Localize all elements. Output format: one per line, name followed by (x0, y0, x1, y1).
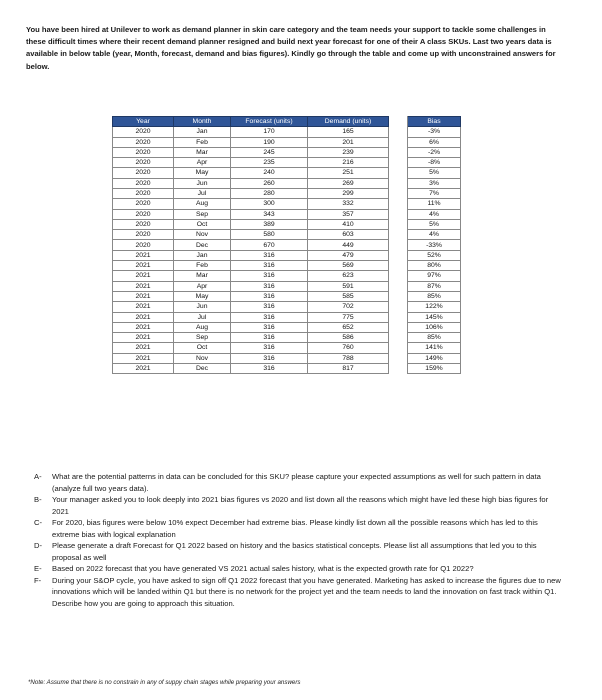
cell-demand: 332 (308, 199, 389, 209)
cell-bias: 87% (408, 281, 461, 291)
column-gap (389, 281, 408, 291)
cell-year: 2021 (113, 302, 174, 312)
cell-forecast: 580 (231, 230, 308, 240)
table-row (113, 271, 461, 281)
cell-forecast: 316 (231, 271, 308, 281)
cell-demand: 585 (308, 291, 389, 301)
cell-month: May (174, 291, 231, 301)
cell-year: 2020 (113, 178, 174, 188)
column-gap (389, 219, 408, 229)
table-row (113, 302, 461, 312)
table-row (113, 343, 461, 353)
cell-bias: 149% (408, 353, 461, 363)
cell-month: Mar (174, 147, 231, 157)
cell-year: 2021 (113, 261, 174, 271)
cell-bias: 5% (408, 219, 461, 229)
cell-demand: 775 (308, 312, 389, 322)
cell-forecast: 245 (231, 147, 308, 157)
cell-demand: 591 (308, 281, 389, 291)
table-row (113, 353, 461, 363)
cell-demand: 479 (308, 250, 389, 260)
cell-forecast: 316 (231, 353, 308, 363)
table-row (113, 364, 461, 374)
column-gap (389, 168, 408, 178)
cell-month: Jul (174, 312, 231, 322)
cell-month: Mar (174, 271, 231, 281)
cell-month: Aug (174, 322, 231, 332)
question-item (34, 517, 564, 540)
table-row (113, 281, 461, 291)
table-row (113, 261, 461, 271)
question-text: For 2020, bias figures were below 10% expect December had extreme bias. Please kindly list down all the possible reasons which has led to this extreme bias with logical explanation (52, 518, 538, 539)
cell-demand: 410 (308, 219, 389, 229)
cell-forecast: 190 (231, 137, 308, 147)
table-row (113, 137, 461, 147)
cell-bias: -2% (408, 147, 461, 157)
cell-bias: -8% (408, 158, 461, 168)
column-gap (389, 364, 408, 374)
question-label: D- (34, 541, 43, 550)
column-gap (389, 353, 408, 363)
column-gap (389, 312, 408, 322)
cell-forecast: 240 (231, 168, 308, 178)
cell-bias: 85% (408, 291, 461, 301)
cell-bias: 97% (408, 271, 461, 281)
cell-demand: 817 (308, 364, 389, 374)
cell-bias: -33% (408, 240, 461, 250)
cell-forecast: 316 (231, 250, 308, 260)
cell-forecast: 316 (231, 261, 308, 271)
column-gap (389, 322, 408, 332)
cell-forecast: 670 (231, 240, 308, 250)
column-gap (389, 230, 408, 240)
cell-month: Feb (174, 261, 231, 271)
question-item (34, 540, 564, 563)
column-gap (389, 343, 408, 353)
cell-year: 2020 (113, 137, 174, 147)
cell-month: Oct (174, 343, 231, 353)
cell-forecast: 316 (231, 302, 308, 312)
cell-bias: 7% (408, 188, 461, 198)
table-row (113, 178, 461, 188)
cell-demand: 449 (308, 240, 389, 250)
cell-forecast: 389 (231, 219, 308, 229)
cell-bias: -3% (408, 127, 461, 137)
cell-year: 2020 (113, 147, 174, 157)
cell-demand: 251 (308, 168, 389, 178)
table-row (113, 209, 461, 219)
cell-bias: 11% (408, 199, 461, 209)
cell-year: 2020 (113, 240, 174, 250)
sku-data-table (112, 116, 461, 374)
column-gap (389, 302, 408, 312)
cell-bias: 141% (408, 343, 461, 353)
table-row (113, 250, 461, 260)
cell-demand: 603 (308, 230, 389, 240)
column-gap (389, 250, 408, 260)
table-row (113, 333, 461, 343)
sku-data-table-wrap (112, 116, 461, 374)
cell-month: Apr (174, 158, 231, 168)
cell-demand: 586 (308, 333, 389, 343)
table-row (113, 158, 461, 168)
cell-forecast: 235 (231, 158, 308, 168)
question-label: C- (34, 518, 43, 527)
cell-bias: 122% (408, 302, 461, 312)
cell-demand: 788 (308, 353, 389, 363)
header-forecast: Forecast (units) (231, 117, 308, 127)
cell-month: Oct (174, 219, 231, 229)
question-item (34, 471, 564, 494)
cell-month: May (174, 168, 231, 178)
column-gap (389, 188, 408, 198)
column-gap (389, 137, 408, 147)
cell-month: Jul (174, 188, 231, 198)
cell-year: 2021 (113, 250, 174, 260)
question-text: What are the potential patterns in data can be concluded for this SKU? please capture your expected assumptions as well for such pattern in data (analyze full two years data). (52, 472, 541, 493)
cell-year: 2021 (113, 343, 174, 353)
cell-demand: 623 (308, 271, 389, 281)
column-gap (389, 158, 408, 168)
cell-month: Nov (174, 353, 231, 363)
cell-bias: 6% (408, 137, 461, 147)
cell-month: Jun (174, 302, 231, 312)
cell-month: Jan (174, 250, 231, 260)
footnote: *Note: Assume that there is no constrain in any of suppy chain stages while preparing your answers (28, 679, 301, 686)
header-demand: Demand (units) (308, 117, 389, 127)
column-gap (389, 127, 408, 137)
cell-demand: 357 (308, 209, 389, 219)
cell-forecast: 170 (231, 127, 308, 137)
cell-demand: 760 (308, 343, 389, 353)
cell-month: Sep (174, 333, 231, 343)
cell-month: Jun (174, 178, 231, 188)
cell-year: 2021 (113, 333, 174, 343)
question-text: During your S&OP cycle, you have asked to sign off Q1 2022 forecast that you have generated. Marketing has asked to increase the figures due to new innovations which will be landed within Q1 but there is no network for the project yet and the team needs to land the innovation on fast track within Q1. Describe how you are going to approach this situation. (52, 575, 561, 608)
header-year: Year (113, 117, 174, 127)
cell-forecast: 316 (231, 281, 308, 291)
cell-year: 2020 (113, 199, 174, 209)
cell-forecast: 316 (231, 333, 308, 343)
column-gap (389, 178, 408, 188)
column-gap (389, 147, 408, 157)
table-row (113, 322, 461, 332)
column-gap (389, 240, 408, 250)
cell-forecast: 316 (231, 322, 308, 332)
question-label: E- (34, 564, 42, 573)
cell-forecast: 280 (231, 188, 308, 198)
cell-bias: 5% (408, 168, 461, 178)
cell-bias: 106% (408, 322, 461, 332)
column-gap (389, 271, 408, 281)
cell-year: 2021 (113, 364, 174, 374)
cell-bias: 145% (408, 312, 461, 322)
cell-month: Nov (174, 230, 231, 240)
question-text: Please generate a draft Forecast for Q1 2022 based on history and the basics statistical concepts. Please list all assumptions that led you to this proposal as well (52, 541, 537, 562)
cell-demand: 216 (308, 158, 389, 168)
header-month: Month (174, 117, 231, 127)
cell-year: 2021 (113, 312, 174, 322)
cell-forecast: 316 (231, 364, 308, 374)
question-item (34, 563, 564, 575)
intro-paragraph: You have been hired at Unilever to work as demand planner in skin care category and the team needs your support to tackle some challenges in these difficult times where their recent demand planner resigned and build next year forecast for one of their A class SKUs. Last two years data is available in below table (year, Month, forecast, demand and bias figures). Kindly go through the table and come up with unconstrained answers for below. (26, 25, 556, 71)
cell-year: 2021 (113, 291, 174, 301)
column-gap (389, 209, 408, 219)
cell-year: 2020 (113, 209, 174, 219)
cell-year: 2021 (113, 281, 174, 291)
cell-bias: 4% (408, 209, 461, 219)
table-row (113, 127, 461, 137)
cell-bias: 3% (408, 178, 461, 188)
cell-year: 2020 (113, 158, 174, 168)
cell-month: Feb (174, 137, 231, 147)
table-row (113, 312, 461, 322)
column-gap (389, 291, 408, 301)
table-row (113, 188, 461, 198)
cell-forecast: 300 (231, 199, 308, 209)
cell-month: Jan (174, 127, 231, 137)
cell-demand: 239 (308, 147, 389, 157)
table-row (113, 230, 461, 240)
column-gap (389, 261, 408, 271)
cell-month: Dec (174, 240, 231, 250)
table-row (113, 291, 461, 301)
cell-bias: 85% (408, 333, 461, 343)
cell-year: 2020 (113, 219, 174, 229)
cell-month: Sep (174, 209, 231, 219)
cell-month: Dec (174, 364, 231, 374)
table-body (113, 127, 461, 374)
column-gap (389, 199, 408, 209)
table-row (113, 147, 461, 157)
column-gap (389, 333, 408, 343)
cell-demand: 201 (308, 137, 389, 147)
cell-year: 2020 (113, 127, 174, 137)
cell-forecast: 343 (231, 209, 308, 219)
table-header-row (113, 117, 461, 127)
question-item (34, 575, 564, 610)
cell-year: 2020 (113, 188, 174, 198)
cell-demand: 165 (308, 127, 389, 137)
cell-forecast: 316 (231, 343, 308, 353)
cell-year: 2021 (113, 353, 174, 363)
cell-demand: 702 (308, 302, 389, 312)
table-row (113, 240, 461, 250)
cell-demand: 652 (308, 322, 389, 332)
cell-forecast: 316 (231, 291, 308, 301)
question-label: F- (34, 575, 42, 585)
cell-year: 2020 (113, 230, 174, 240)
cell-forecast: 316 (231, 312, 308, 322)
column-gap (389, 117, 408, 127)
question-text: Your manager asked you to look deeply into 2021 bias figures vs 2020 and list down all the reasons which might have led these high bias figures for 2021 (52, 495, 549, 516)
cell-demand: 269 (308, 178, 389, 188)
cell-month: Aug (174, 199, 231, 209)
cell-bias: 159% (408, 364, 461, 374)
table-row (113, 219, 461, 229)
cell-demand: 569 (308, 261, 389, 271)
cell-year: 2020 (113, 168, 174, 178)
table-row (113, 199, 461, 209)
cell-forecast: 260 (231, 178, 308, 188)
cell-year: 2021 (113, 322, 174, 332)
cell-bias: 80% (408, 261, 461, 271)
cell-year: 2021 (113, 271, 174, 281)
table-row (113, 168, 461, 178)
header-bias: Bias (408, 117, 461, 127)
cell-demand: 299 (308, 188, 389, 198)
cell-month: Apr (174, 281, 231, 291)
question-text: Based on 2022 forecast that you have generated VS 2021 actual sales history, what is the expected growth rate for Q1 2022? (52, 564, 474, 573)
questions-list (34, 471, 564, 609)
question-item (34, 494, 564, 517)
cell-bias: 4% (408, 230, 461, 240)
question-label: A- (34, 472, 42, 481)
cell-bias: 52% (408, 250, 461, 260)
question-label: B- (34, 495, 42, 504)
